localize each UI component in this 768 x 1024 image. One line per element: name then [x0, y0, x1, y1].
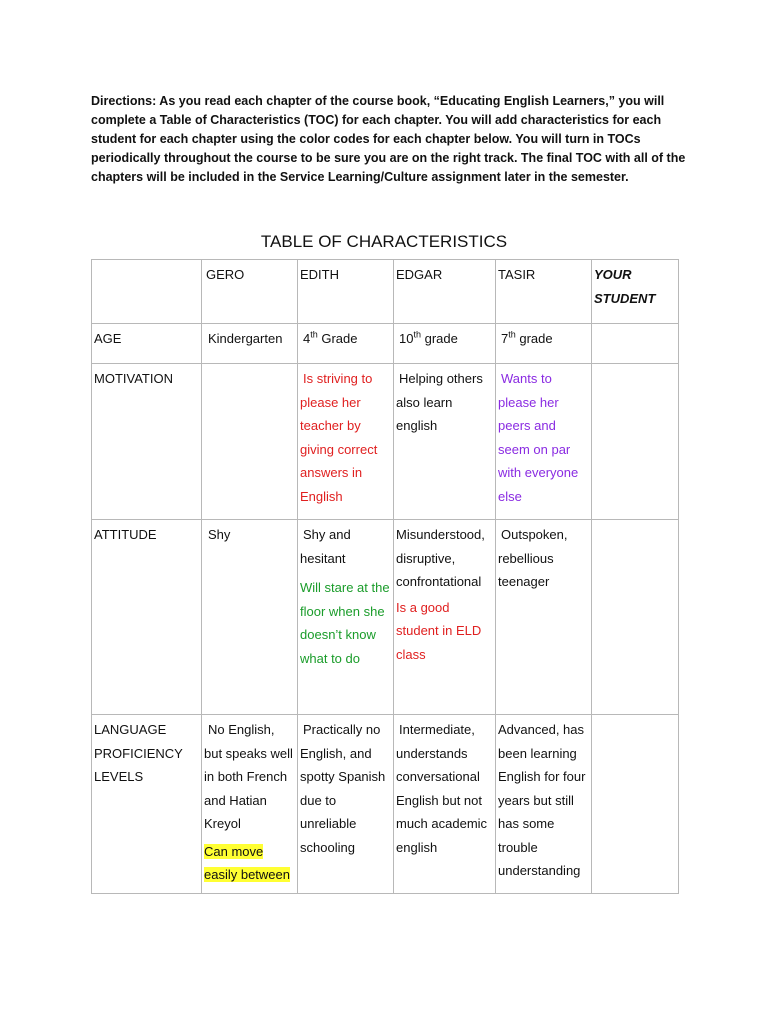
language-gero: No English, but speaks well in both French and Hatian Kreyol	[204, 722, 293, 831]
cell-language-your-student	[592, 715, 679, 894]
language-gero-note-wrap	[204, 840, 295, 887]
directions-paragraph	[91, 92, 687, 187]
directions-text: As you read each chapter of the course book, “Educating English Learners,” you will complete a Table of Characteristics (TOC) for each chapter. You will add characteristics for each student for each chapter using the color codes for each chapter below. You will turn in TOCs periodically throughout the course to be sure you are on the right track. The final TOC with all of the chapters will be included in the Service Learning/Culture assignment later in the semester.	[91, 94, 686, 184]
attitude-tasir: Outspoken, rebellious teenager	[498, 527, 568, 589]
language-edgar: Intermediate, understands conversational English but not much academic english	[396, 722, 488, 855]
cell-motivation-edgar	[394, 364, 496, 520]
cell-language-gero	[202, 715, 298, 894]
age-gero: Kindergarten	[208, 331, 283, 346]
header-edgar: EDGAR	[396, 267, 443, 282]
row-label-language: LANGUAGE PROFICIENCY LEVELS	[92, 715, 202, 894]
header-cell-edith	[298, 260, 394, 324]
row-label-age: AGE	[92, 324, 202, 364]
language-edith: Practically no English, and spotty Spanish due to unreliable schooling	[300, 722, 386, 855]
cell-attitude-your-student	[592, 520, 679, 715]
cell-motivation-tasir	[496, 364, 592, 520]
attitude-gero: Shy	[208, 527, 231, 542]
header-edith: EDITH	[300, 267, 339, 282]
motivation-tasir: Wants to please her peers and seem on par with everyone else	[498, 371, 579, 504]
directions-label: Directions:	[91, 94, 157, 108]
table-row-language	[92, 715, 679, 894]
header-row	[92, 260, 679, 324]
age-edgar: 10th grade	[399, 329, 458, 346]
cell-language-edith	[298, 715, 394, 894]
cell-motivation-edith	[298, 364, 394, 520]
header-your-student: YOUR STUDENT	[594, 267, 656, 306]
cell-attitude-tasir	[496, 520, 592, 715]
header-cell-your-student	[592, 260, 679, 324]
attitude-edgar: Misunderstood, disruptive, confrontational	[396, 527, 485, 589]
page-title: TABLE OF CHARACTERISTICS	[260, 232, 508, 251]
header-cell-edgar	[394, 260, 496, 324]
language-gero-note: Can move easily between	[204, 843, 290, 882]
cell-language-tasir	[496, 715, 592, 894]
cell-language-edgar	[394, 715, 496, 894]
cell-age-gero	[202, 324, 298, 364]
cell-age-edith	[298, 324, 394, 364]
header-cell-gero	[202, 260, 298, 324]
attitude-edgar-note: Is a good student in ELD class	[396, 599, 482, 662]
age-edith: 4th Grade	[303, 329, 358, 346]
row-label-attitude: ATTITUDE	[92, 520, 202, 715]
cell-attitude-gero	[202, 520, 298, 715]
language-tasir: Advanced, has been learning English for four years but still has some trouble understanding	[498, 722, 586, 878]
cell-attitude-edgar	[394, 520, 496, 715]
motivation-edith: Is striving to please her teacher by giving correct answers in English	[300, 371, 378, 504]
header-cell-tasir	[496, 260, 592, 324]
table-row-motivation	[92, 364, 679, 520]
table-row-age	[92, 324, 679, 364]
characteristics-table	[91, 259, 679, 894]
motivation-edgar: Helping others also learn english	[396, 371, 483, 433]
cell-attitude-edith	[298, 520, 394, 715]
age-tasir: 7th grade	[501, 329, 553, 346]
row-label-motivation: MOTIVATION	[92, 364, 202, 520]
header-tasir: TASIR	[498, 267, 536, 282]
attitude-edith-note: Will stare at the floor when she doesn’t know what to do	[300, 580, 390, 666]
cell-age-edgar	[394, 324, 496, 364]
cell-motivation-gero	[202, 364, 298, 520]
cell-motivation-your-student	[592, 364, 679, 520]
attitude-edith: Shy and hesitant	[300, 527, 351, 566]
table-row-attitude	[92, 520, 679, 715]
cell-age-your-student	[592, 324, 679, 364]
cell-age-tasir	[496, 324, 592, 364]
header-cell-empty	[92, 260, 202, 324]
header-gero: GERO	[206, 267, 245, 282]
